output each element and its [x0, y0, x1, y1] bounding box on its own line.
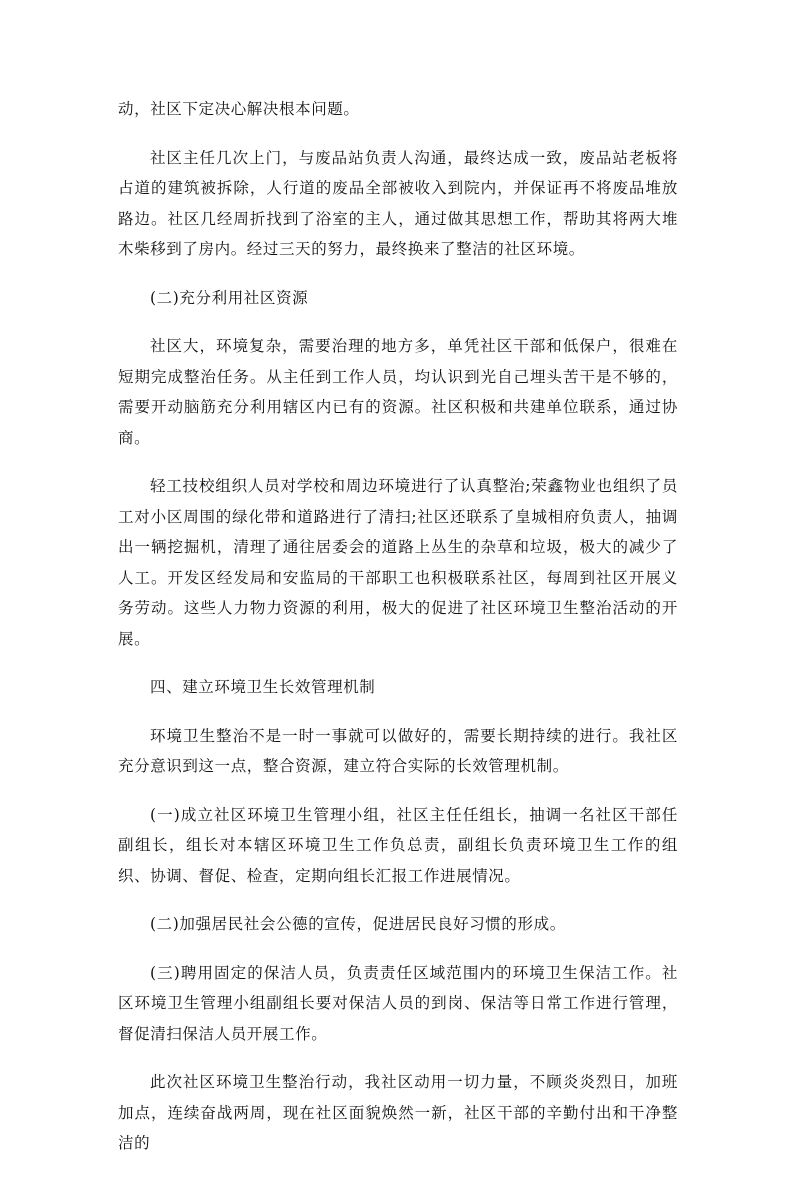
paragraph-item-three: (三)聘用固定的保洁人员，负责责任区域范围内的环境卫生保洁工作。社区环境卫生管理小组副组长要对保洁人员的到岗、保洁等日常工作进行管理，督促清扫保洁人员开展工作。 — [118, 963, 678, 1043]
paragraph-summary: 此次社区环境卫生整治行动，我社区动用一切力量，不顾炎炎烈日，加班加点，连续奋战两周，现在社区面貌焕然一新，社区干部的辛勤付出和干净整洁的 — [118, 1073, 678, 1152]
paragraph-partners: 轻工技校组织人员对学校和周边环境进行了认真整治;荣鑫物业也组织了员工对小区周围的绿化带和道路进行了清扫;社区还联系了皇城相府负责人，抽调出一辆挖掘机，清理了通往居委会的道路上丛生的杂草和垃圾，极大的减少了人工。开发区经发局和安监局的干部职工也积极联系社区，每周到社区开展义务劳动。这些人力物力资源的利用，极大的促进了社区环境卫生整治活动的开展。 — [118, 477, 678, 648]
paragraph-waste-station: 社区主任几次上门，与废品站负责人沟通，最终达成一致，废品站老板将占道的建筑被拆除，人行道的废品全部被收入到院内，并保证再不将废品堆放路边。社区几经周折找到了浴室的主人，通过做其思想工作，帮助其将两大堆木柴移到了房内。经过三天的努力，最终换来了整洁的社区环境。 — [118, 148, 678, 258]
paragraph-continuation: 动，社区下定决心解决根本问题。 — [118, 100, 360, 118]
paragraph-item-two: (二)加强居民社会公德的宣传，促进居民良好习惯的形成。 — [150, 915, 566, 933]
section-heading-resources: (二)充分利用社区资源 — [150, 288, 309, 307]
paragraph-item-one: (一)成立社区环境卫生管理小组，社区主任任组长，抽调一名社区干部任副组长，组长对本辖区环境卫生工作负总责，副组长负责环境卫生工作的组织、协调、督促、检查，定期向组长汇报工作进展情况。 — [118, 805, 678, 885]
document-body — [118, 94, 678, 1177]
section-heading-mechanism: 四、建立环境卫生长效管理机制 — [150, 678, 376, 696]
paragraph-resources: 社区大，环境复杂，需要治理的地方多，单凭社区干部和低保户，很难在短期完成整治任务。从主任到工作人员，均认识到光自己埋头苦干是不够的，需要开动脑筋充分利用辖区内已有的资源。社区积极和共建单位联系，通过协商。 — [118, 337, 678, 447]
paragraph-mechanism: 环境卫生整治不是一时一事就可以做好的，需要长期持续的进行。我社区充分意识到这一点，整合资源，建立符合实际的长效管理机制。 — [118, 726, 678, 775]
